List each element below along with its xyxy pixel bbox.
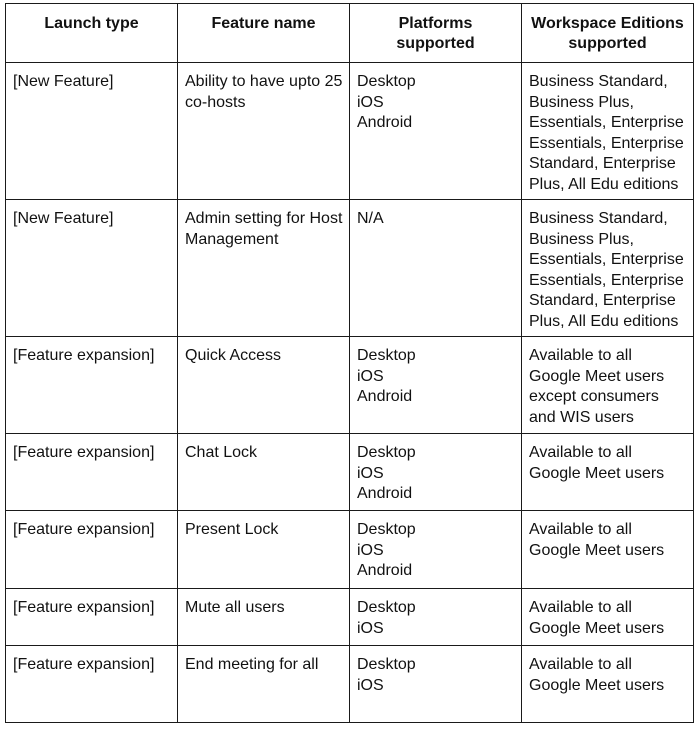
editions-cell: Available to all Google Meet users except consumers and WIS users <box>522 337 694 434</box>
editions-cell: Available to all Google Meet users <box>522 589 694 646</box>
feature-name-cell: Ability to have upto 25 co-hosts <box>178 63 350 200</box>
header-feature-name: Feature name <box>178 4 350 63</box>
launch-type-cell: [Feature expansion] <box>6 589 178 646</box>
feature-name-cell: Chat Lock <box>178 434 350 511</box>
editions-cell: Business Standard, Business Plus, Essentials, Enterprise Essentials, Enterprise Standard, Enterprise Plus, All Edu editions <box>522 200 694 337</box>
editions-cell: Available to all Google Meet users <box>522 646 694 723</box>
launch-type-cell: [Feature expansion] <box>6 646 178 723</box>
feature-name-cell: Quick Access <box>178 337 350 434</box>
table-row <box>6 63 694 200</box>
platforms-cell: N/A <box>350 200 522 337</box>
table-row <box>6 589 694 646</box>
launch-type-cell: [Feature expansion] <box>6 511 178 589</box>
feature-name-cell: End meeting for all <box>178 646 350 723</box>
platforms-cell: Desktop iOS Android <box>350 337 522 434</box>
table-row <box>6 200 694 337</box>
feature-name-cell: Present Lock <box>178 511 350 589</box>
header-platforms: Platforms supported <box>350 4 522 63</box>
editions-cell: Available to all Google Meet users <box>522 434 694 511</box>
table-row <box>6 434 694 511</box>
feature-name-cell: Admin setting for Host Management <box>178 200 350 337</box>
table-row <box>6 337 694 434</box>
platforms-cell: Desktop iOS Android <box>350 434 522 511</box>
platforms-cell: Desktop iOS <box>350 589 522 646</box>
feature-name-cell: Mute all users <box>178 589 350 646</box>
feature-table-container <box>5 3 694 723</box>
platforms-cell: Desktop iOS Android <box>350 63 522 200</box>
launch-type-cell: [Feature expansion] <box>6 434 178 511</box>
table-header-row <box>6 4 694 63</box>
header-editions: Workspace Editions supported <box>522 4 694 63</box>
editions-cell: Available to all Google Meet users <box>522 511 694 589</box>
launch-type-cell: [New Feature] <box>6 63 178 200</box>
feature-table <box>5 3 694 723</box>
header-launch-type: Launch type <box>6 4 178 63</box>
editions-cell: Business Standard, Business Plus, Essentials, Enterprise Essentials, Enterprise Standard, Enterprise Plus, All Edu editions <box>522 63 694 200</box>
table-row <box>6 646 694 723</box>
launch-type-cell: [New Feature] <box>6 200 178 337</box>
table-row <box>6 511 694 589</box>
launch-type-cell: [Feature expansion] <box>6 337 178 434</box>
platforms-cell: Desktop iOS Android <box>350 511 522 589</box>
platforms-cell: Desktop iOS <box>350 646 522 723</box>
